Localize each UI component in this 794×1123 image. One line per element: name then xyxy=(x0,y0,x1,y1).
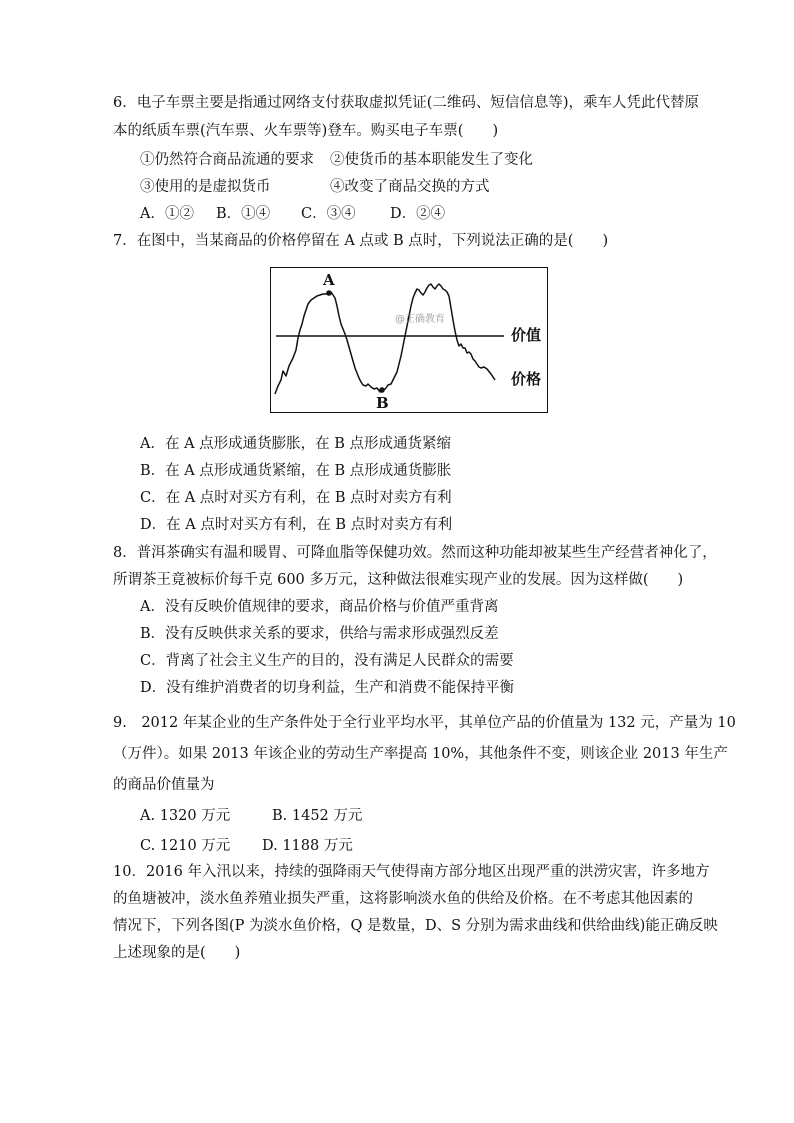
q8-choice-b: B．没有反映供求关系的要求，供给与需求形成强烈反差 xyxy=(140,626,499,642)
q9-choice-b: B. 1452 万元 xyxy=(272,808,363,824)
q7-stem: 7．在图中，当某商品的价格停留在 A 点或 B 点时，下列说法正确的是( ) xyxy=(113,233,609,249)
q8-choice-d: D．没有维护消费者的切身利益，生产和消费不能保持平衡 xyxy=(140,680,515,696)
q7-choice-d: D．在 A 点时对买方有利，在 B 点时对卖方有利 xyxy=(140,517,453,533)
price-curve-graph xyxy=(271,268,549,414)
q9-stem-line2: （万件）。如果 2013 年该企业的劳动生产率提高 10%，其他条件不变，则该企业 2013 年生产 xyxy=(113,746,728,762)
q6-stem-line1: 6．电子车票主要是指通过网络支付获取虚拟凭证(二维码、短信信息等)，乘车人凭此代替原 xyxy=(113,95,700,111)
value-label: 价值 xyxy=(511,326,542,344)
watermark: @正确教育 xyxy=(395,314,445,325)
q6-option-4: ④改变了商品交换的方式 xyxy=(330,179,490,195)
price-label: 价格 xyxy=(511,370,542,388)
q9-choice-a: A. 1320 万元 xyxy=(140,808,231,824)
q9-stem-line3: 的商品价值量为 xyxy=(113,777,215,793)
point-a-label: A xyxy=(323,271,335,289)
q6-choice-a: A．①② xyxy=(140,206,194,222)
q10-stem-line4: 上述现象的是( ) xyxy=(113,945,241,961)
q8-choice-a: A．没有反映价值规律的要求，商品价格与价值严重背离 xyxy=(140,599,499,615)
q6-choice-b: B．①④ xyxy=(216,206,271,222)
point-a-marker xyxy=(326,290,332,296)
q7-choice-b: B．在 A 点形成通货紧缩，在 B 点形成通货膨胀 xyxy=(140,463,452,479)
price-curve xyxy=(275,284,495,394)
q9-stem-line1: 9. 2012 年某企业的生产条件处于全行业平均水平，其单位产品的价值量为 132 元，产量为 10 xyxy=(113,715,736,731)
point-b-marker xyxy=(379,387,385,393)
price-value-figure xyxy=(270,267,548,413)
q6-option-3: ③使用的是虚拟货币 xyxy=(140,179,271,195)
q6-stem-line2: 本的纸质车票(汽车票、火车票等)登车。购买电子车票( ) xyxy=(113,123,499,139)
q7-choice-a: A．在 A 点形成通货膨胀，在 B 点形成通货紧缩 xyxy=(140,436,452,452)
q6-choice-c: C．③④ xyxy=(301,206,356,222)
q8-stem-line2: 所谓茶王竟被标价每千克 600 多万元，这种做法很难实现产业的发展。因为这样做( ) xyxy=(113,572,684,588)
q9-choice-d: D. 1188 万元 xyxy=(262,838,353,854)
q10-stem-line1: 10．2016 年入汛以来，持续的强降雨天气使得南方部分地区出现严重的洪涝灾害，许多地方 xyxy=(113,864,710,880)
q8-stem-line1: 8．普洱茶确实有温和暖胃、可降血脂等保健功效。然而这种功能却被某些生产经营者神化了， xyxy=(113,545,717,561)
q7-choice-c: C．在 A 点时对买方有利，在 B 点时对卖方有利 xyxy=(140,490,452,506)
q6-option-2: ②使货币的基本职能发生了变化 xyxy=(330,152,533,168)
q8-choice-c: C．背离了社会主义生产的目的，没有满足人民群众的需要 xyxy=(140,653,514,669)
point-b-label: B xyxy=(376,394,389,412)
q10-stem-line3: 情况下，下列各图(P 为淡水鱼价格，Q 是数量，D、S 分别为需求曲线和供给曲线)能正确反映 xyxy=(113,918,718,934)
q6-choice-d: D．②④ xyxy=(390,206,446,222)
q6-option-1: ①仍然符合商品流通的要求 xyxy=(140,152,314,168)
q10-stem-line2: 的鱼塘被冲，淡水鱼养殖业损失严重，这将影响淡水鱼的供给及价格。在不考虑其他因素的 xyxy=(113,891,693,907)
q9-choice-c: C. 1210 万元 xyxy=(140,838,231,854)
